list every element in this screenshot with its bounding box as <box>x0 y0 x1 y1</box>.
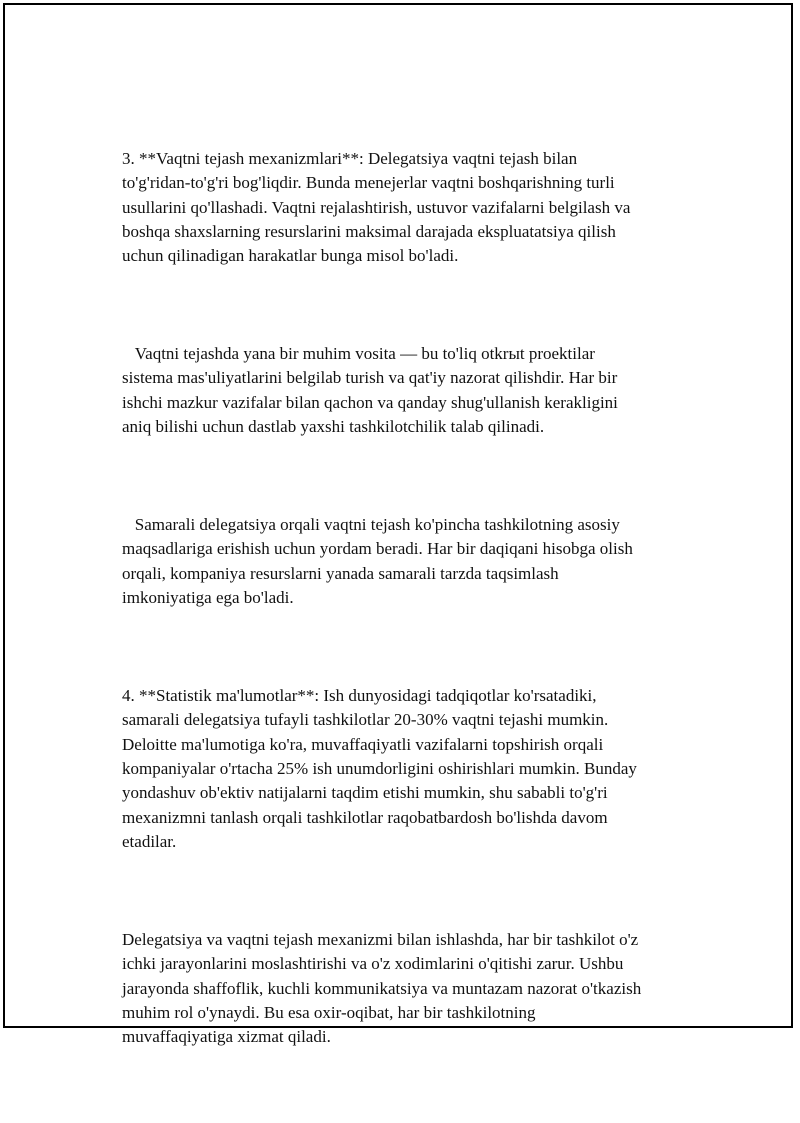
page-frame <box>3 3 793 1047</box>
paragraph-effective-delegation: Samarali delegatsiya orqali vaqtni tejash ko'pincha tashkilotning asosiy maqsadlariga erishish uchun yordam beradi. Har bir daqiqani hisobga olish orqali, kompaniya resurslarni yanada samarali tarzda taqsimlash imkoniyatiga ega bo'ladi. <box>122 514 633 608</box>
paragraph-time-saving-mechanisms: 3. **Vaqtni tejash mexanizmlari**: Delegatsiya vaqtni tejash bilan to'g'ridan-to'g'ri bog'liqdir. Bunda menejerlar vaqtni boshqarishning turli usullarini qo'llashadi. Vaqtni rejalashtirish, ustuvor vazifalarni belgilash va boshqa shaxslarning resurslarini maksimal darajada ekspluatatsiya qilish uchun qilinadigan harakatlar bunga misol bo'ladi. <box>122 148 631 266</box>
paragraph-statistics: 4. **Statistik ma'lumotlar**: Ish dunyosidagi tadqiqotlar ko'rsatadiki, samarali delegatsiya tufayli tashkilotlar 20-30% vaqtni tejashi mumkin. Deloitte ma'lumotiga ko'ra, muvaffaqiyatli vazifalarni topshirish orqali kompaniyalar o'rtacha 25% ish unumdorligini oshirishlari mumkin. Bunday yondashuv ob'ektiv natijalarni taqdim etishi mumkin, shu sababli to'g'ri mexanizmni tanlash orqali tashkilotlar raqobatbardosh bo'lishda davom etadilar. <box>122 685 637 852</box>
paragraph-conclusion: Delegatsiya va vaqtni tejash mexanizmi bilan ishlashda, har bir tashkilot o'z ichki jarayonlarini moslashtirishi va o'z xodimlarini o'qitishi zarur. Ushbu jarayonda shaffoflik, kuchli kommunikatsiya va muntazam nazorat o'tkazish muhim rol o'ynaydi. Bu esa oxir-oqibat, har bir tashkilotning muvaffaqiyatiga xizmat qiladi. <box>122 929 642 1047</box>
document-body <box>122 98 712 1123</box>
paragraph-open-projects: Vaqtni tejashda yana bir muhim vosita — bu to'liq otkrыt proektilar sistema mas'uliyatlarini belgilab turish va qat'iy nazorat qilishdir. Har bir ishchi mazkur vazifalar bilan qachon va qanday shug'ullanish kerakligini aniq bilishi uchun dastlab yaxshi tashkilotchilik talab qilinadi. <box>122 344 618 437</box>
